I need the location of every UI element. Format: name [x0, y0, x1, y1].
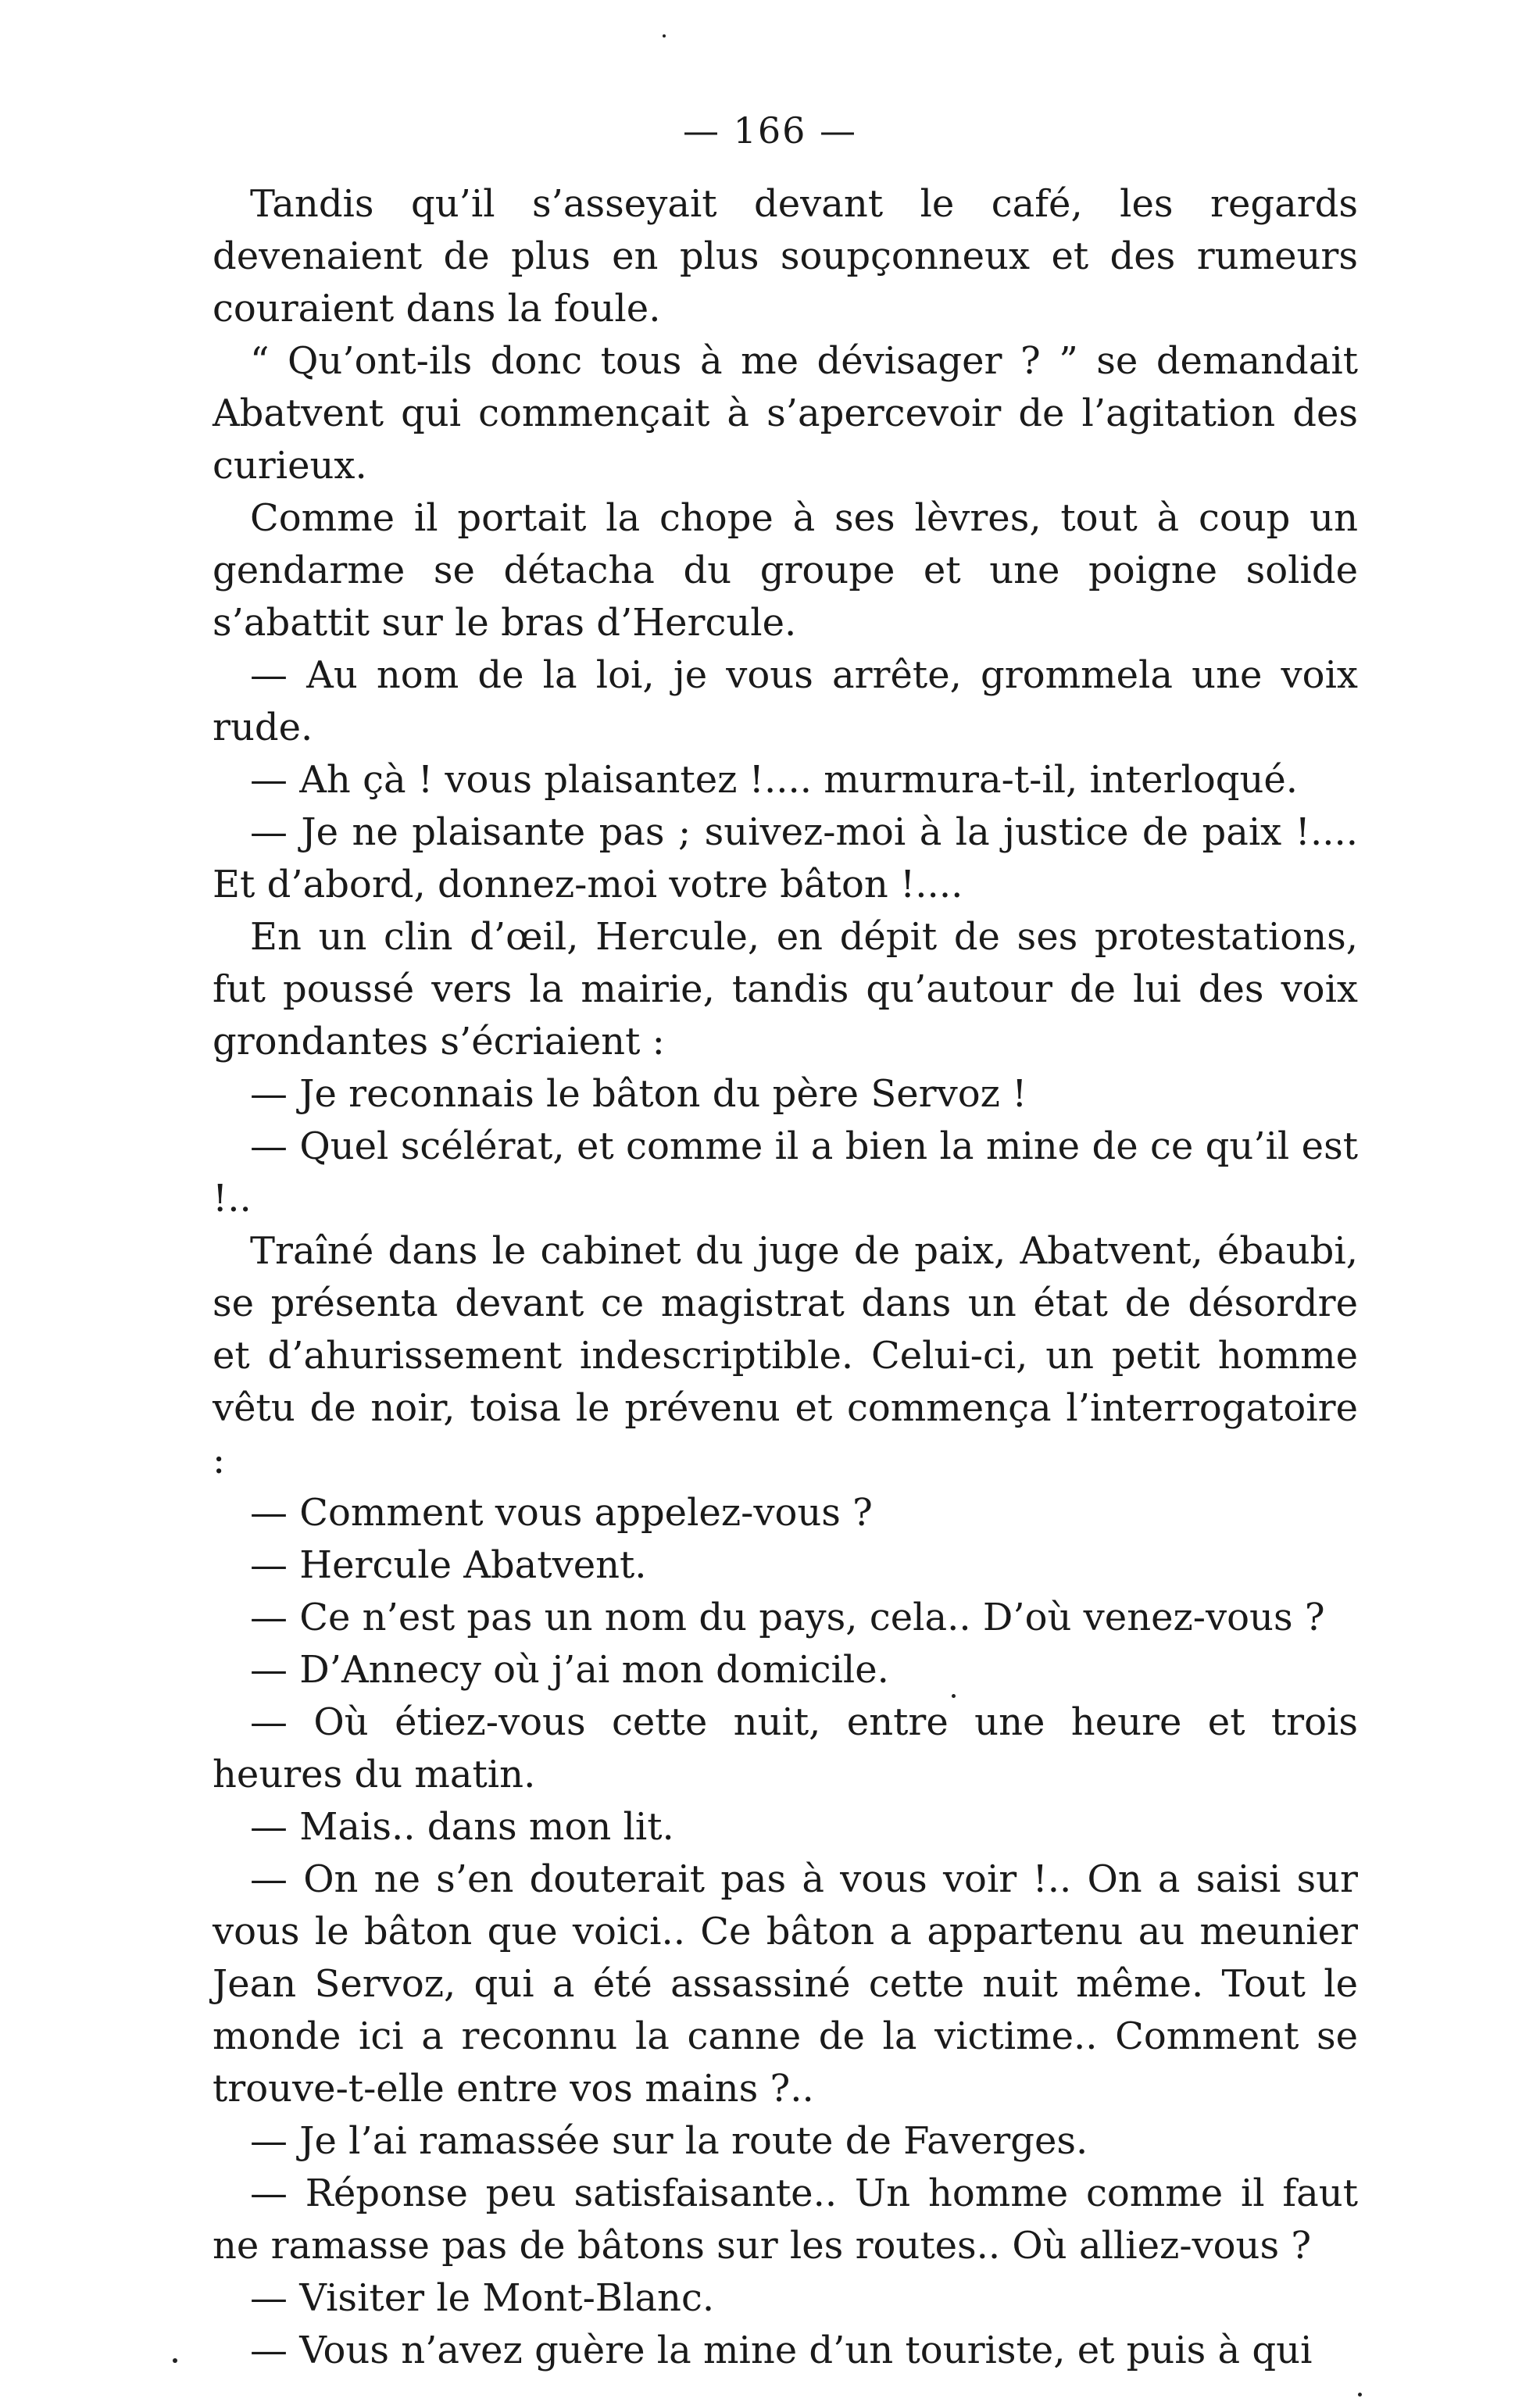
dialogue-line: — Visiter le Mont-Blanc.	[250, 2276, 715, 2320]
dialogue-line: — Je reconnais le bâton du père Servoz !	[250, 1072, 1027, 1116]
paragraph: Tandis qu’il s’asseyait devant le café, les regards devenaient de plus en plus soupçonneux et des rumeurs couraient dans la foule.	[213, 182, 1358, 331]
dialogue-line: — Hercule Abatvent.	[250, 1543, 647, 1587]
dialogue-line: — Réponse peu satisfaisante.. Un homme comme il faut ne ramasse pas de bâtons sur les routes.. Où alliez-vous ?	[213, 2171, 1358, 2268]
dialogue-line: — Où étiez-vous cette nuit, entre une heure et trois heures du matin.	[213, 1700, 1358, 1796]
print-speck	[173, 2358, 177, 2363]
paragraph: Comme il portait la chope à ses lèvres, tout à coup un gendarme se détacha du groupe et une poigne solide s’abattit sur le bras d’Hercule.	[213, 496, 1358, 645]
page-number: — 166 —	[682, 109, 858, 152]
dialogue-line: — Au nom de la loi, je vous arrête, grommela une voix rude.	[213, 653, 1358, 749]
page-body	[213, 178, 1358, 2377]
dialogue-line: — Quel scélérat, et comme il a bien la mine de ce qu’il est !..	[213, 1124, 1358, 1221]
paragraph: Traîné dans le cabinet du juge de paix, Abatvent, ébaubi, se présenta devant ce magistrat dans un état de désordre et d’ahurissement indescriptible. Celui-ci, un petit homme vêtu de noir, toisa le prévenu et commença l’interrogatoire :	[213, 1229, 1358, 1482]
print-speck	[1358, 2393, 1362, 2397]
dialogue-line: — Comment vous appelez-vous ?	[250, 1491, 873, 1535]
dialogue-line: — Mais.. dans mon lit.	[250, 1805, 674, 1849]
dialogue-line: — Je ne plaisante pas ; suivez-moi à la justice de paix !.... Et d’abord, donnez-moi votre bâton !....	[213, 810, 1358, 906]
dialogue-line: — Ce n’est pas un nom du pays, cela.. D’où venez-vous ?	[250, 1596, 1325, 1639]
print-speck	[663, 34, 666, 38]
paragraph: “ Qu’ont-ils donc tous à me dévisager ? ” se demandait Abatvent qui commençait à s’apercevoir de l’agitation des curieux.	[213, 339, 1358, 488]
dialogue-line: — Je l’ai ramassée sur la route de Faverges.	[250, 2119, 1088, 2163]
dialogue-line: — On ne s’en douterait pas à vous voir !.. On a saisi sur vous le bâton que voici.. Ce bâton a appartenu au meunier Jean Servoz, qui a été assassiné cette nuit même. Tout le monde ici a reconnu la canne de la victime.. Comment se trouve-t-elle entre vos mains ?..	[213, 1857, 1358, 2111]
dialogue-line: — Ah çà ! vous plaisantez !.... murmura-t-il, interloqué.	[250, 758, 1299, 802]
paragraph: En un clin d’œil, Hercule, en dépit de ses protestations, fut poussé vers la mairie, tandis qu’autour de lui des voix grondantes s’écriaient :	[213, 915, 1358, 1063]
dialogue-line: — D’Annecy où j’ai mon domicile.	[250, 1648, 889, 1692]
dialogue-line: — Vous n’avez guère la mine d’un touriste, et puis à qui	[250, 2329, 1313, 2372]
